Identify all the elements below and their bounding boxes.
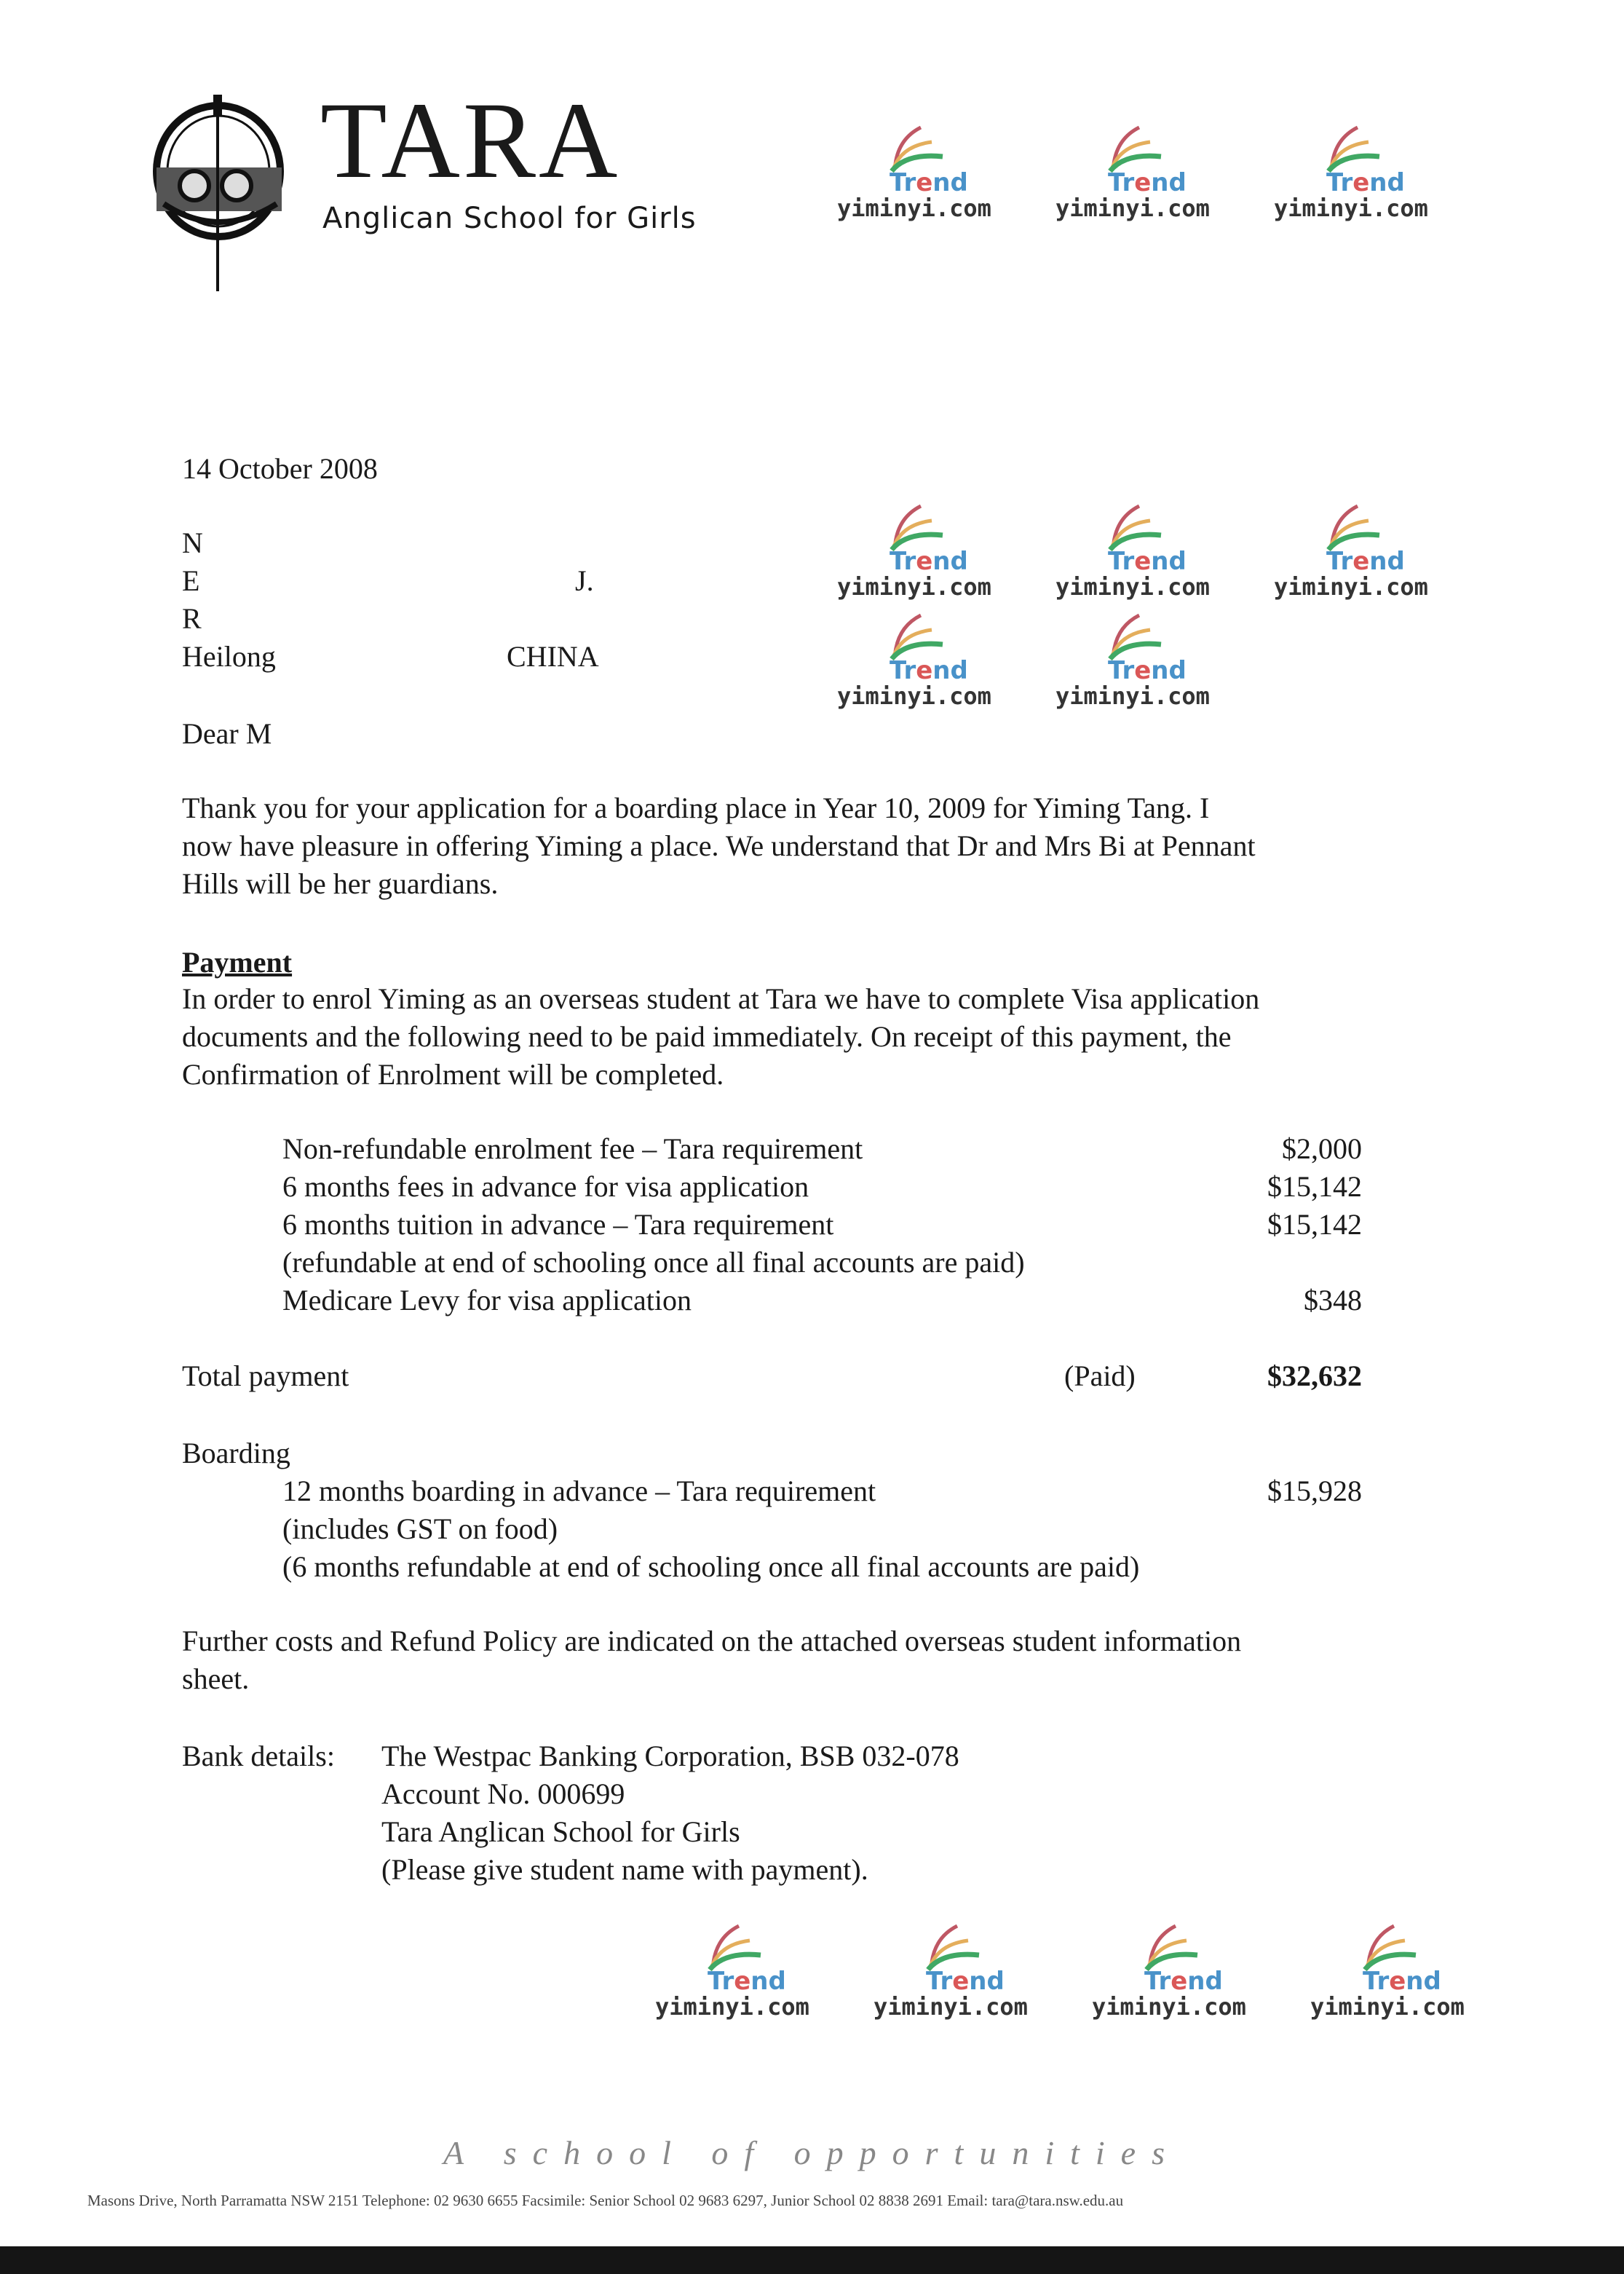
boarding-item-label: 12 months boarding in advance – Tara requirement: [282, 1474, 876, 1507]
trend-logo-icon: [881, 612, 968, 685]
trend-logo-icon: [881, 502, 968, 576]
watermark-logo: [874, 1922, 1028, 2024]
fee-item-label: 6 months fees in advance for visa application: [282, 1170, 809, 1203]
scan-edge-bar: [0, 2246, 1624, 2274]
total-label: Total payment: [182, 1359, 349, 1392]
trend-logo-icon: [1099, 502, 1187, 576]
fee-item-label: 6 months tuition in advance – Tara requirement: [282, 1208, 834, 1241]
address-line: R: [182, 602, 202, 635]
watermark-text: yiminyi.com: [655, 1993, 809, 2021]
bank-line: The Westpac Banking Corporation, BSB 032-078: [381, 1740, 959, 1772]
svg-text:Trend: Trend: [1326, 547, 1405, 576]
watermark-logo: [1092, 1922, 1246, 2024]
watermark-text: yiminyi.com: [1092, 1993, 1246, 2021]
salutation: Dear M: [182, 717, 272, 750]
body-line: Thank you for your application for a boarding place in Year 10, 2009 for Yiming Tang. I: [182, 791, 1210, 824]
body-line: documents and the following need to be paid immediately. On receipt of this payment, the: [182, 1020, 1232, 1053]
watermark-logo: [837, 502, 991, 604]
watermark-logo: [1055, 502, 1210, 604]
watermark-text: yiminyi.com: [837, 682, 991, 710]
body-line: Confirmation of Enrolment will be completed.: [182, 1058, 724, 1091]
boarding-item-amount: $15,928: [1267, 1474, 1362, 1507]
school-crest-logo: [149, 95, 295, 291]
trend-logo-icon: [1318, 124, 1405, 197]
watermark-logo: [1274, 124, 1428, 226]
body-line: now have pleasure in offering Yiming a place. We understand that Dr and Mrs Bi at Pennant: [182, 829, 1256, 862]
watermark-logo: [1055, 124, 1210, 226]
watermark-text: yiminyi.com: [837, 194, 991, 222]
fee-item-amount: $348: [1304, 1284, 1362, 1316]
svg-text:Trend: Trend: [926, 1967, 1005, 1996]
watermark-logo: [1055, 612, 1210, 714]
bank-line: (Please give student name with payment).: [381, 1853, 868, 1886]
svg-text:Trend: Trend: [1144, 1967, 1223, 1996]
watermark-text: yiminyi.com: [1055, 194, 1210, 222]
school-subtitle: Anglican School for Girls: [322, 202, 697, 235]
fee-item-amount: $15,142: [1267, 1208, 1362, 1241]
watermark-text: yiminyi.com: [1274, 573, 1428, 601]
trend-logo-icon: [1318, 502, 1405, 576]
watermark-text: yiminyi.com: [1274, 194, 1428, 222]
school-motto: A school of opportunities: [443, 2134, 1181, 2171]
trend-logo-icon: [1099, 612, 1187, 685]
svg-text:Trend: Trend: [890, 168, 968, 197]
svg-text:Trend: Trend: [890, 656, 968, 685]
svg-text:Trend: Trend: [1108, 168, 1187, 197]
trend-logo-icon: [881, 124, 968, 197]
fee-item-amount: $15,142: [1267, 1170, 1362, 1203]
svg-text:Trend: Trend: [1363, 1967, 1441, 1996]
footer-contact: Masons Drive, North Parramatta NSW 2151 Telephone: 02 9630 6655 Facsimile: Senior School 02 9683 6297, Junior School 02 8838 2691 Email: tara@tara.nsw.edu.au: [87, 2192, 1124, 2209]
boarding-item-note: (6 months refundable at end of schooling once all final accounts are paid): [282, 1550, 1140, 1583]
letter-date: 14 October 2008: [182, 452, 378, 485]
svg-text:Trend: Trend: [708, 1967, 786, 1996]
watermark-logo: [1274, 502, 1428, 604]
watermark-logo: [837, 612, 991, 714]
bank-line: Tara Anglican School for Girls: [381, 1815, 740, 1848]
bank-line: Account No. 000699: [381, 1777, 625, 1810]
total-status: (Paid): [1064, 1359, 1136, 1392]
school-name: TARA: [320, 80, 621, 201]
watermark-text: yiminyi.com: [874, 1993, 1028, 2021]
watermark-logo: [1310, 1922, 1465, 2024]
svg-text:Trend: Trend: [1108, 656, 1187, 685]
total-amount: $32,632: [1267, 1359, 1362, 1392]
trend-logo-icon: [917, 1922, 1005, 1996]
bank-label: Bank details:: [182, 1740, 335, 1772]
address-line: E: [182, 564, 200, 597]
trend-logo-icon: [1354, 1922, 1441, 1996]
address-country: CHINA: [507, 640, 599, 673]
trend-logo-icon: [1099, 124, 1187, 197]
fee-item-amount: $2,000: [1282, 1132, 1362, 1165]
address-line: Heilong: [182, 640, 276, 673]
body-line: Further costs and Refund Policy are indicated on the attached overseas student information: [182, 1624, 1242, 1657]
fee-item-note: (refundable at end of schooling once all final accounts are paid): [282, 1246, 1025, 1279]
boarding-item-note: (includes GST on food): [282, 1512, 558, 1545]
body-line: Hills will be her guardians.: [182, 867, 499, 900]
watermark-text: yiminyi.com: [1055, 573, 1210, 601]
boarding-heading: Boarding: [182, 1437, 290, 1469]
trend-logo-icon: [1136, 1922, 1223, 1996]
watermark-text: yiminyi.com: [837, 573, 991, 601]
address-line: N: [182, 526, 203, 559]
fee-item-label: Non-refundable enrolment fee – Tara requirement: [282, 1132, 863, 1165]
svg-text:Trend: Trend: [890, 547, 968, 576]
body-line: In order to enrol Yiming as an overseas student at Tara we have to complete Visa application: [182, 982, 1260, 1015]
watermark-logo: [837, 124, 991, 226]
svg-text:Trend: Trend: [1326, 168, 1405, 197]
watermark-text: yiminyi.com: [1055, 682, 1210, 710]
watermark-logo: [655, 1922, 809, 2024]
trend-logo-icon: [699, 1922, 786, 1996]
payment-heading: Payment: [182, 946, 293, 979]
address-line: J.: [575, 564, 594, 597]
fee-item-label: Medicare Levy for visa application: [282, 1284, 692, 1316]
svg-text:Trend: Trend: [1108, 547, 1187, 576]
body-line: sheet.: [182, 1662, 250, 1695]
watermark-text: yiminyi.com: [1310, 1993, 1465, 2021]
